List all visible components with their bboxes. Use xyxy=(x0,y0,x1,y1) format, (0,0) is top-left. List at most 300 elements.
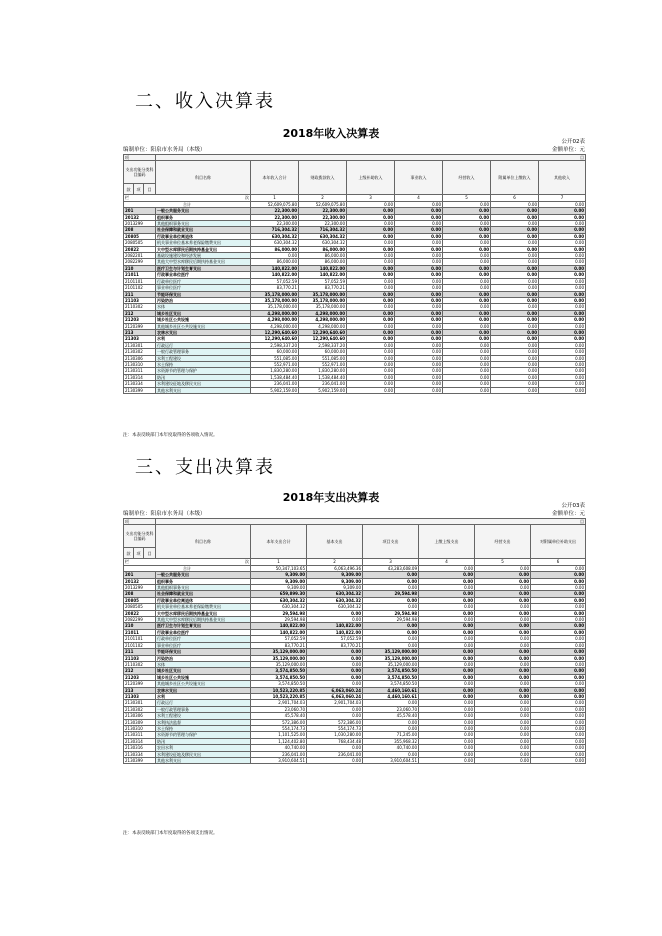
row-value: 0.00 xyxy=(475,751,531,757)
income-table xyxy=(123,154,586,394)
row-value: 236,041.00 xyxy=(307,751,363,757)
row-value: 86,000.00 xyxy=(251,246,299,252)
row-name: 行政事业单位医疗 xyxy=(156,629,251,635)
expense-unit-label: 金额单位：元 xyxy=(551,511,585,517)
row-value: 86,000.00 xyxy=(299,259,347,265)
row-value: 0.00 xyxy=(531,572,586,578)
expense-table xyxy=(123,518,586,764)
row-value: 35,178,000.00 xyxy=(251,297,299,303)
row-value: 86,000.00 xyxy=(251,259,299,265)
row-value: 0.00 xyxy=(475,642,531,648)
row-value: 0.00 xyxy=(307,706,363,712)
income-unit-label: 金额单位：元 xyxy=(551,147,585,153)
row-value: 552,971.00 xyxy=(299,361,347,367)
row-value: 0.00 xyxy=(443,278,491,284)
row-value: 0.00 xyxy=(475,597,531,603)
row-value: 0.00 xyxy=(539,221,586,227)
row-value: 140,822.00 xyxy=(251,629,307,635)
row-value: 630,304.32 xyxy=(251,233,299,239)
row-value: 768,434.48 xyxy=(307,738,363,744)
row-code: 2082201 xyxy=(124,253,156,259)
header-category: 支出功能分类科目编码 xyxy=(124,525,156,548)
row-value: 40,740.00 xyxy=(363,745,419,751)
row-value: 0.00 xyxy=(443,272,491,278)
row-code: 21303 xyxy=(124,336,156,342)
row-name: 水利 xyxy=(156,693,251,699)
row-value: 0.00 xyxy=(491,272,539,278)
row-value: 4,298,000.00 xyxy=(299,323,347,329)
row-value: 0.00 xyxy=(531,629,586,635)
header-col: 事业收入 xyxy=(395,161,443,195)
row-value: 0.00 xyxy=(307,661,363,667)
row-name: 基础设施建设和经济发展 xyxy=(156,253,251,259)
expense-table-title: 2018年支出决算表 xyxy=(282,491,380,504)
row-value: 0.00 xyxy=(347,297,395,303)
row-value: 0.00 xyxy=(395,329,443,335)
row-value: 0.00 xyxy=(347,246,395,252)
row-value: 0.00 xyxy=(491,374,539,380)
row-value: 0.00 xyxy=(531,636,586,642)
header-item: 项 xyxy=(124,519,156,525)
row-name: 事业单位医疗 xyxy=(156,285,251,291)
row-value: 0.00 xyxy=(475,578,531,584)
row-code: 2130311 xyxy=(124,732,156,738)
row-code: 201 xyxy=(124,572,156,578)
row-value: 0.00 xyxy=(475,745,531,751)
row-value: 140,822.00 xyxy=(251,623,307,629)
row-value: 0.00 xyxy=(419,751,475,757)
row-value: 1,030,280.00 xyxy=(307,732,363,738)
row-value: 0.00 xyxy=(491,323,539,329)
row-name: 大中型水库移民后期扶持基金支出 xyxy=(156,246,251,252)
row-value: 57,052.59 xyxy=(251,636,307,642)
row-value: 0.00 xyxy=(347,227,395,233)
row-value: 9,309.00 xyxy=(307,578,363,584)
row-value: 86,000.00 xyxy=(299,253,347,259)
row-value: 29,594.98 xyxy=(363,610,419,616)
row-value: 0.00 xyxy=(419,655,475,661)
row-name: 事业单位医疗 xyxy=(156,642,251,648)
row-value: 57,052.59 xyxy=(307,636,363,642)
row-value: 0.00 xyxy=(531,661,586,667)
row-code: 211 xyxy=(124,291,156,297)
row-value: 0.00 xyxy=(307,655,363,661)
row-value: 3,910,604.51 xyxy=(251,758,307,764)
row-value: 0.00 xyxy=(539,329,586,335)
total-value: 0.00 xyxy=(531,565,586,571)
row-value: 0.00 xyxy=(347,253,395,259)
row-value: 551,085.00 xyxy=(251,355,299,361)
row-value: 0.00 xyxy=(475,725,531,731)
row-value: 0.00 xyxy=(491,310,539,316)
row-value: 0.00 xyxy=(395,214,443,220)
row-value: 0.00 xyxy=(395,317,443,323)
row-value: 0.00 xyxy=(475,758,531,764)
row-label-lan: 栏 xyxy=(125,559,129,565)
row-value: 35,129,000.00 xyxy=(251,661,307,667)
row-value: 0.00 xyxy=(443,227,491,233)
row-code: 208 xyxy=(124,591,156,597)
row-value: 140,822.00 xyxy=(251,265,299,271)
row-value: 0.00 xyxy=(347,272,395,278)
row-value: 0.00 xyxy=(443,233,491,239)
row-value: 0.00 xyxy=(395,304,443,310)
row-code: 2130301 xyxy=(124,342,156,348)
row-value: 0.00 xyxy=(443,214,491,220)
row-value: 0.00 xyxy=(475,610,531,616)
row-value: 0.00 xyxy=(491,387,539,393)
row-value: 35,178,000.00 xyxy=(299,297,347,303)
header-dir: 目 xyxy=(156,519,586,525)
row-value: 0.00 xyxy=(475,636,531,642)
row-value: 0.00 xyxy=(475,681,531,687)
row-value: 0.00 xyxy=(395,240,443,246)
row-name: 行政单位医疗 xyxy=(156,278,251,284)
row-value: 35,178,000.00 xyxy=(251,291,299,297)
row-value: 0.00 xyxy=(347,285,395,291)
row-value: 4,298,000.00 xyxy=(299,317,347,323)
income-org-label: 编制单位：阳泉市水务局（本级） xyxy=(123,147,206,153)
row-value: 0.00 xyxy=(491,214,539,220)
row-value: 23,060.70 xyxy=(363,706,419,712)
row-name: 其他大中型水库移民后期扶持基金支出 xyxy=(156,259,251,265)
row-value: 0.00 xyxy=(347,349,395,355)
row-value: 0.00 xyxy=(347,265,395,271)
row-value: 3,910,604.51 xyxy=(363,758,419,764)
row-value: 0.00 xyxy=(307,713,363,719)
row-value: 0.00 xyxy=(539,387,586,393)
row-name: 社会保障和就业支出 xyxy=(156,591,251,597)
row-value: 630,304.32 xyxy=(307,597,363,603)
row-code: 20132 xyxy=(124,214,156,220)
row-name: 水土保持 xyxy=(156,361,251,367)
row-code: 20132 xyxy=(124,578,156,584)
row-name: 一般公共服务支出 xyxy=(156,208,251,214)
header-col: 附属单位上缴收入 xyxy=(491,161,539,195)
row-value: 0.00 xyxy=(475,655,531,661)
row-value: 0.00 xyxy=(347,323,395,329)
row-code: 2130334 xyxy=(124,751,156,757)
row-value: 0.00 xyxy=(531,597,586,603)
row-value: 0.00 xyxy=(395,374,443,380)
row-value: 0.00 xyxy=(363,597,419,603)
row-value: 0.00 xyxy=(419,719,475,725)
row-name: 水利工程建设 xyxy=(156,355,251,361)
row-code: 201 xyxy=(124,208,156,214)
row-value: 3,574,850.50 xyxy=(363,668,419,674)
row-value: 0.00 xyxy=(539,361,586,367)
row-value: 0.00 xyxy=(491,329,539,335)
row-code: 2130316 xyxy=(124,745,156,751)
row-value: 0.00 xyxy=(531,642,586,648)
row-value: 0.00 xyxy=(395,259,443,265)
row-value: 4,298,000.00 xyxy=(299,310,347,316)
row-value: 551,085.00 xyxy=(299,355,347,361)
row-value: 0.00 xyxy=(395,227,443,233)
row-value: 3,574,850.50 xyxy=(363,674,419,680)
row-value: 0.00 xyxy=(443,387,491,393)
row-value: 0.00 xyxy=(491,208,539,214)
row-value: 0.00 xyxy=(531,687,586,693)
row-value: 0.00 xyxy=(419,578,475,584)
row-value: 0.00 xyxy=(475,732,531,738)
row-code: 2101102 xyxy=(124,642,156,648)
row-name: 水利 xyxy=(156,336,251,342)
row-value: 0.00 xyxy=(539,227,586,233)
row-value: 0.00 xyxy=(419,623,475,629)
row-name: 水体 xyxy=(156,661,251,667)
row-value: 0.00 xyxy=(363,578,419,584)
row-value: 29,594.98 xyxy=(363,591,419,597)
row-value: 0.00 xyxy=(395,349,443,355)
row-value: 22,300.00 xyxy=(299,208,347,214)
row-value: 0.00 xyxy=(443,323,491,329)
row-label-ci: 次 xyxy=(245,559,250,565)
row-value: 0.00 xyxy=(475,706,531,712)
row-value: 0.00 xyxy=(395,291,443,297)
row-code: 2110302 xyxy=(124,661,156,667)
row-value: 0.00 xyxy=(395,253,443,259)
column-number: 5 xyxy=(443,195,491,201)
row-value: 3,574,850.50 xyxy=(251,668,307,674)
row-value: 57,052.59 xyxy=(251,278,299,284)
row-value: 0.00 xyxy=(419,687,475,693)
row-code: 2130311 xyxy=(124,368,156,374)
row-value: 9,309.00 xyxy=(251,585,307,591)
row-value: 0.00 xyxy=(347,310,395,316)
row-value: 4,298,000.00 xyxy=(251,310,299,316)
row-value: 2,598,337.20 xyxy=(299,342,347,348)
row-name: 水体 xyxy=(156,304,251,310)
row-value: 0.00 xyxy=(443,381,491,387)
column-number: 7 xyxy=(539,195,586,201)
expense-section-heading: 三、支出决算表 xyxy=(135,457,275,478)
row-value: 29,594.98 xyxy=(363,617,419,623)
row-value: 0.00 xyxy=(491,342,539,348)
row-value: 355,968.32 xyxy=(363,738,419,744)
table-row xyxy=(124,387,586,393)
row-code: 2130302 xyxy=(124,349,156,355)
row-value: 35,129,000.00 xyxy=(363,661,419,667)
row-value: 0.00 xyxy=(443,297,491,303)
row-code: 2013299 xyxy=(124,585,156,591)
row-code: 2120399 xyxy=(124,323,156,329)
column-number: 3 xyxy=(347,195,395,201)
row-value: 22,300.00 xyxy=(251,214,299,220)
row-value: 0.00 xyxy=(475,661,531,667)
row-value: 6,063,060.24 xyxy=(307,693,363,699)
row-value: 0.00 xyxy=(531,751,586,757)
header-col: 对附属单位补助支出 xyxy=(531,525,586,559)
row-value: 0.00 xyxy=(395,355,443,361)
row-value: 45,578.40 xyxy=(251,713,307,719)
row-value: 0.00 xyxy=(539,285,586,291)
row-name: 农林水支出 xyxy=(156,329,251,335)
row-value: 0.00 xyxy=(491,304,539,310)
row-value: 29,594.98 xyxy=(251,617,307,623)
row-name: 其他水利支出 xyxy=(156,387,251,393)
column-number: 2 xyxy=(307,559,363,565)
row-value: 0.00 xyxy=(491,361,539,367)
row-code: 21203 xyxy=(124,317,156,323)
row-value: 0.00 xyxy=(531,617,586,623)
row-code: 213 xyxy=(124,329,156,335)
row-value: 0.00 xyxy=(419,636,475,642)
row-name: 行政运行 xyxy=(156,700,251,706)
row-name: 水土保持 xyxy=(156,725,251,731)
row-value: 0.00 xyxy=(539,259,586,265)
header-col: 上级补助收入 xyxy=(347,161,395,195)
row-value: 2,598,337.20 xyxy=(251,342,299,348)
total-value: 0.00 xyxy=(419,565,475,571)
row-value: 0.00 xyxy=(491,259,539,265)
row-name: 组织事务 xyxy=(156,578,251,584)
row-value: 0.00 xyxy=(491,240,539,246)
row-name: 大中型水库移民后期扶持基金支出 xyxy=(156,610,251,616)
row-value: 0.00 xyxy=(363,642,419,648)
row-value: 0.00 xyxy=(395,278,443,284)
row-name: 节能环保支出 xyxy=(156,291,251,297)
row-value: 0.00 xyxy=(539,336,586,342)
row-code: 211 xyxy=(124,649,156,655)
row-value: 0.00 xyxy=(491,368,539,374)
row-value: 0.00 xyxy=(395,246,443,252)
row-value: 0.00 xyxy=(531,655,586,661)
row-code: 2130399 xyxy=(124,387,156,393)
row-value: 0.00 xyxy=(475,572,531,578)
row-value: 0.00 xyxy=(475,617,531,623)
row-value: 1,538,484.40 xyxy=(251,374,299,380)
header-item: 项 xyxy=(124,155,156,161)
row-value: 0.00 xyxy=(531,700,586,706)
row-value: 0.00 xyxy=(491,253,539,259)
row-value: 0.00 xyxy=(395,233,443,239)
row-value: 0.00 xyxy=(475,668,531,674)
row-value: 0.00 xyxy=(395,208,443,214)
row-value: 0.00 xyxy=(419,745,475,751)
row-value: 0.00 xyxy=(363,629,419,635)
row-value: 716,304.32 xyxy=(299,227,347,233)
row-value: 0.00 xyxy=(531,674,586,680)
row-name: 水利工程建设 xyxy=(156,713,251,719)
expense-table-code: 公开03表 xyxy=(561,503,585,509)
row-value: 0.00 xyxy=(475,623,531,629)
row-value: 0.00 xyxy=(531,604,586,610)
row-value: 0.00 xyxy=(443,349,491,355)
row-value: 0.00 xyxy=(539,342,586,348)
row-code: 212 xyxy=(124,668,156,674)
row-value: 0.00 xyxy=(307,610,363,616)
row-value: 0.00 xyxy=(419,674,475,680)
row-value: 0.00 xyxy=(363,751,419,757)
row-value: 0.00 xyxy=(539,291,586,297)
row-name: 医疗卫生与计划生育支出 xyxy=(156,265,251,271)
row-value: 0.00 xyxy=(347,329,395,335)
row-value: 0.00 xyxy=(419,758,475,764)
row-value: 83,770.21 xyxy=(251,285,299,291)
row-value: 12,290,640.60 xyxy=(299,336,347,342)
row-value: 0.00 xyxy=(419,706,475,712)
row-value: 0.00 xyxy=(307,649,363,655)
row-name: 行政单位医疗 xyxy=(156,636,251,642)
row-value: 1,124,402.80 xyxy=(251,738,307,744)
row-value: 9,309.00 xyxy=(307,585,363,591)
row-value: 22,300.00 xyxy=(299,214,347,220)
total-value: 0.00 xyxy=(491,201,539,207)
row-value: 0.00 xyxy=(347,336,395,342)
row-code: 213 xyxy=(124,687,156,693)
total-value: 0.00 xyxy=(347,201,395,207)
row-value: 0.00 xyxy=(475,713,531,719)
row-code: 2130306 xyxy=(124,713,156,719)
row-value: 57,052.59 xyxy=(299,278,347,284)
row-value: 0.00 xyxy=(443,310,491,316)
row-value: 0.00 xyxy=(363,725,419,731)
row-value: 0.00 xyxy=(491,349,539,355)
row-value: 0.00 xyxy=(419,725,475,731)
row-code: 2130302 xyxy=(124,706,156,712)
row-value: 140,822.00 xyxy=(299,272,347,278)
row-code: 2101102 xyxy=(124,285,156,291)
row-value: 0.00 xyxy=(531,758,586,764)
row-value: 0.00 xyxy=(491,317,539,323)
row-value: 0.00 xyxy=(531,681,586,687)
row-name: 行政事业单位医疗 xyxy=(156,272,251,278)
row-code: 21103 xyxy=(124,297,156,303)
row-value: 0.00 xyxy=(443,253,491,259)
row-value: 0.00 xyxy=(539,297,586,303)
header-col: 本年收入合计 xyxy=(251,161,299,195)
row-value: 0.00 xyxy=(347,381,395,387)
row-value: 35,129,000.00 xyxy=(251,649,307,655)
row-code: 20805 xyxy=(124,233,156,239)
row-value: 0.00 xyxy=(395,381,443,387)
expense-note: 注：本表反映部门本年度取得的各项支出情况。 xyxy=(123,831,218,836)
row-value: 22,300.00 xyxy=(251,221,299,227)
row-value: 0.00 xyxy=(539,278,586,284)
row-value: 0.00 xyxy=(419,661,475,667)
row-value: 140,822.00 xyxy=(307,629,363,635)
row-value: 0.00 xyxy=(419,681,475,687)
row-value: 0.00 xyxy=(419,649,475,655)
row-value: 83,770.21 xyxy=(307,642,363,648)
row-value: 0.00 xyxy=(443,342,491,348)
expense-org-label: 编制单位：阳泉市水务局（本级） xyxy=(123,511,206,517)
header-row xyxy=(124,525,586,548)
row-value: 4,460,160.61 xyxy=(363,693,419,699)
row-value: 552,971.00 xyxy=(251,361,299,367)
row-value: 35,129,000.00 xyxy=(251,655,307,661)
header-xiang: 项 xyxy=(134,184,144,195)
row-value: 0.00 xyxy=(491,297,539,303)
header-row xyxy=(124,161,586,184)
row-name: 医疗卫生与计划生育支出 xyxy=(156,623,251,629)
row-value: 0.00 xyxy=(347,304,395,310)
header-col: 本年支出合计 xyxy=(251,525,307,559)
row-code: 2120399 xyxy=(124,681,156,687)
row-value: 236,041.00 xyxy=(251,751,307,757)
row-value: 4,460,160.61 xyxy=(363,687,419,693)
row-value: 86,000.00 xyxy=(299,246,347,252)
row-value: 0.00 xyxy=(347,221,395,227)
row-value: 9,309.00 xyxy=(307,572,363,578)
row-value: 0.00 xyxy=(531,745,586,751)
column-number: 3 xyxy=(363,559,419,565)
row-value: 0.00 xyxy=(443,259,491,265)
row-value: 0.00 xyxy=(491,227,539,233)
row-name: 城乡社区支出 xyxy=(156,668,251,674)
row-value: 0.00 xyxy=(443,246,491,252)
